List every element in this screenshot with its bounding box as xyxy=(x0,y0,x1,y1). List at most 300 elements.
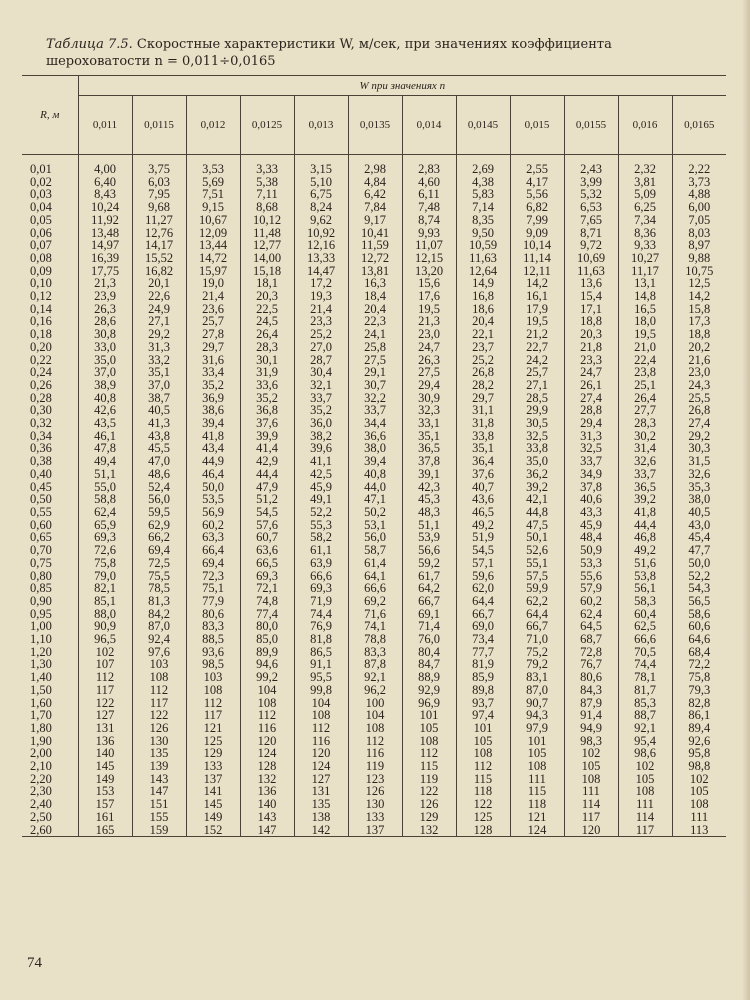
velocity-cell: 27,0 xyxy=(294,341,348,354)
velocity-cell: 108 xyxy=(132,671,186,684)
velocity-cell: 62,5 xyxy=(618,620,672,633)
velocity-cell: 2,98 xyxy=(348,155,402,176)
velocity-cell: 51,1 xyxy=(78,468,132,481)
radius-cell: 1,10 xyxy=(30,632,52,647)
velocity-cell: 2,22 xyxy=(672,155,726,176)
velocity-cell: 35,0 xyxy=(510,455,564,468)
velocity-cell: 137 xyxy=(186,773,240,786)
velocity-cell: 35,2 xyxy=(240,392,294,405)
table-row xyxy=(22,557,726,570)
velocity-cell: 66,7 xyxy=(456,608,510,621)
velocity-cell: 11,14 xyxy=(510,252,564,265)
velocity-cell: 53,1 xyxy=(348,519,402,532)
velocity-cell: 23,3 xyxy=(294,315,348,328)
velocity-cell: 63,3 xyxy=(186,531,240,544)
velocity-cell: 47,7 xyxy=(672,544,726,557)
velocity-cell: 50,2 xyxy=(348,506,402,519)
table-row xyxy=(22,798,726,811)
velocity-cell: 61,1 xyxy=(294,544,348,557)
velocity-cell: 69,3 xyxy=(78,531,132,544)
velocity-cell: 28,3 xyxy=(240,341,294,354)
radius-cell: 2,20 xyxy=(30,771,52,786)
velocity-cell: 9,50 xyxy=(456,227,510,240)
table-row xyxy=(22,595,726,608)
velocity-cell: 159 xyxy=(132,824,186,837)
velocity-cell: 36,4 xyxy=(456,455,510,468)
velocity-cell: 9,15 xyxy=(186,201,240,214)
velocity-cell: 32,5 xyxy=(564,442,618,455)
velocity-cell: 108 xyxy=(672,798,726,811)
velocity-cell: 105 xyxy=(402,722,456,735)
velocity-cell: 121 xyxy=(510,811,564,824)
velocity-cell: 3,53 xyxy=(186,155,240,176)
velocity-cell: 119 xyxy=(402,773,456,786)
velocity-cell: 32,5 xyxy=(510,430,564,443)
radius-cell: 1,80 xyxy=(30,720,52,735)
velocity-cell: 72,5 xyxy=(132,557,186,570)
velocity-cell: 10,41 xyxy=(348,227,402,240)
velocity-cell: 23,9 xyxy=(78,290,132,303)
velocity-cell: 47,0 xyxy=(132,455,186,468)
velocity-cell: 132 xyxy=(240,773,294,786)
velocity-cell: 7,95 xyxy=(132,188,186,201)
radius-cell: 0,01 xyxy=(30,162,52,176)
velocity-cell: 26,4 xyxy=(240,328,294,341)
velocity-cell: 145 xyxy=(78,760,132,773)
velocity-cell: 126 xyxy=(132,722,186,735)
velocity-cell: 15,4 xyxy=(564,290,618,303)
velocity-cell: 23,0 xyxy=(672,366,726,379)
velocity-cell: 40,5 xyxy=(132,404,186,417)
radius-cell: 1,90 xyxy=(30,733,52,748)
velocity-cell: 11,27 xyxy=(132,214,186,227)
velocity-cell: 60,6 xyxy=(672,620,726,633)
velocity-cell: 16,1 xyxy=(510,290,564,303)
velocity-cell: 81,3 xyxy=(132,595,186,608)
velocity-cell: 8,71 xyxy=(564,227,618,240)
velocity-cell: 35,1 xyxy=(402,430,456,443)
velocity-cell: 81,7 xyxy=(618,684,672,697)
velocity-cell: 123 xyxy=(348,773,402,786)
velocity-cell: 165 xyxy=(78,824,132,837)
radius-cell: 1,20 xyxy=(30,644,52,659)
velocity-cell: 39,2 xyxy=(618,493,672,506)
velocity-cell: 29,4 xyxy=(564,417,618,430)
velocity-cell: 94,3 xyxy=(510,709,564,722)
velocity-cell: 152 xyxy=(186,824,240,837)
velocity-cell: 36,2 xyxy=(510,468,564,481)
velocity-cell: 77,7 xyxy=(456,646,510,659)
velocity-cell: 51,2 xyxy=(240,493,294,506)
velocity-cell: 3,75 xyxy=(132,155,186,176)
velocity-cell: 7,48 xyxy=(402,201,456,214)
velocity-cell: 71,4 xyxy=(402,620,456,633)
velocity-cell: 53,3 xyxy=(564,557,618,570)
velocity-cell: 63,9 xyxy=(294,557,348,570)
velocity-cell: 127 xyxy=(294,773,348,786)
velocity-cell: 149 xyxy=(78,773,132,786)
velocity-cell: 107 xyxy=(78,658,132,671)
velocity-cell: 56,6 xyxy=(402,544,456,557)
velocity-cell: 21,2 xyxy=(510,328,564,341)
velocity-cell: 140 xyxy=(78,747,132,760)
velocity-cell: 13,33 xyxy=(294,252,348,265)
velocity-cell: 142 xyxy=(294,824,348,837)
velocity-cell: 33,2 xyxy=(132,354,186,367)
velocity-cell: 19,5 xyxy=(510,315,564,328)
velocity-cell: 112 xyxy=(78,671,132,684)
velocity-cell: 86,5 xyxy=(294,646,348,659)
n-header-cell: 0,013 xyxy=(294,96,348,155)
velocity-cell: 53,8 xyxy=(618,570,672,583)
velocity-cell: 121 xyxy=(186,722,240,735)
velocity-cell: 89,4 xyxy=(672,722,726,735)
velocity-cell: 66,5 xyxy=(240,557,294,570)
velocity-cell: 44,4 xyxy=(618,519,672,532)
velocity-cell: 108 xyxy=(348,722,402,735)
velocity-cell: 73,4 xyxy=(456,633,510,646)
velocity-cell: 9,68 xyxy=(132,201,186,214)
velocity-cell: 8,43 xyxy=(78,188,132,201)
velocity-cell: 23,7 xyxy=(456,341,510,354)
radius-cell: 0,38 xyxy=(30,454,52,469)
velocity-cell: 6,00 xyxy=(672,201,726,214)
velocity-cell: 31,3 xyxy=(564,430,618,443)
table-row xyxy=(22,811,726,824)
velocity-cell: 32,6 xyxy=(618,455,672,468)
velocity-cell: 96,9 xyxy=(402,697,456,710)
velocity-cell: 77,9 xyxy=(186,595,240,608)
velocity-cell: 29,9 xyxy=(510,404,564,417)
velocity-cell: 112 xyxy=(456,760,510,773)
velocity-cell: 131 xyxy=(294,785,348,798)
velocity-cell: 33,7 xyxy=(564,455,618,468)
radius-cell: 0,50 xyxy=(30,492,52,507)
velocity-cell: 114 xyxy=(618,811,672,824)
velocity-cell: 33,7 xyxy=(618,468,672,481)
velocity-cell: 60,7 xyxy=(240,531,294,544)
table-header-row-1 xyxy=(22,76,726,96)
radius-cell: 0,75 xyxy=(30,555,52,570)
velocity-cell: 49,4 xyxy=(78,455,132,468)
velocity-cell: 117 xyxy=(186,709,240,722)
radius-cell: 0,08 xyxy=(30,250,52,265)
velocity-cell: 58,6 xyxy=(672,608,726,621)
n-header-cell: 0,015 xyxy=(510,96,564,155)
velocity-cell: 137 xyxy=(348,824,402,837)
velocity-cell: 23,8 xyxy=(618,366,672,379)
velocity-cell: 26,8 xyxy=(456,366,510,379)
velocity-cell: 31,9 xyxy=(240,366,294,379)
velocity-cell: 11,59 xyxy=(348,239,402,252)
velocity-cell: 22,1 xyxy=(456,328,510,341)
radius-cell: 0,70 xyxy=(30,543,52,558)
velocity-cell: 116 xyxy=(348,747,402,760)
velocity-cell: 80,4 xyxy=(402,646,456,659)
velocity-cell: 85,3 xyxy=(618,697,672,710)
velocity-cell: 122 xyxy=(132,709,186,722)
velocity-cell: 37,6 xyxy=(240,417,294,430)
radius-cell: 0,55 xyxy=(30,504,52,519)
velocity-cell: 60,2 xyxy=(564,595,618,608)
velocity-cell: 104 xyxy=(240,684,294,697)
velocity-cell: 122 xyxy=(456,798,510,811)
velocity-cell: 70,5 xyxy=(618,646,672,659)
velocity-cell: 45,5 xyxy=(132,442,186,455)
table-row xyxy=(22,328,726,341)
velocity-cell: 92,6 xyxy=(672,735,726,748)
velocity-cell: 42,6 xyxy=(78,404,132,417)
velocity-cell: 35,1 xyxy=(456,442,510,455)
velocity-cell: 117 xyxy=(618,824,672,837)
velocity-cell: 56,9 xyxy=(186,506,240,519)
velocity-cell: 112 xyxy=(186,697,240,710)
velocity-cell: 64,4 xyxy=(456,595,510,608)
velocity-cell: 155 xyxy=(132,811,186,824)
velocity-cell: 115 xyxy=(456,773,510,786)
table-row xyxy=(22,824,726,837)
velocity-cell: 8,24 xyxy=(294,201,348,214)
velocity-cell: 104 xyxy=(348,709,402,722)
velocity-cell: 29,2 xyxy=(132,328,186,341)
velocity-cell: 141 xyxy=(186,785,240,798)
velocity-cell: 17,3 xyxy=(672,315,726,328)
velocity-cell: 72,8 xyxy=(564,646,618,659)
velocity-cell: 20,2 xyxy=(672,341,726,354)
velocity-cell: 59,6 xyxy=(456,570,510,583)
velocity-cell: 37,0 xyxy=(132,379,186,392)
velocity-cell: 108 xyxy=(294,709,348,722)
radius-cell: 0,12 xyxy=(30,289,52,304)
velocity-cell: 6,25 xyxy=(618,201,672,214)
velocity-cell: 136 xyxy=(240,785,294,798)
radius-cell: 0,14 xyxy=(30,301,52,316)
velocity-cell: 6,42 xyxy=(348,188,402,201)
radius-cell: 0,60 xyxy=(30,517,52,532)
velocity-cell: 99,8 xyxy=(294,684,348,697)
velocity-cell: 69,4 xyxy=(186,557,240,570)
table-row xyxy=(22,417,726,430)
velocity-cell: 120 xyxy=(294,747,348,760)
velocity-cell: 35,2 xyxy=(294,404,348,417)
velocity-cell: 86,1 xyxy=(672,709,726,722)
velocity-cell: 92,4 xyxy=(132,633,186,646)
velocity-cell: 20,4 xyxy=(348,303,402,316)
velocity-cell: 63,6 xyxy=(240,544,294,557)
velocity-cell: 15,97 xyxy=(186,265,240,278)
velocity-cell: 21,6 xyxy=(672,354,726,367)
velocity-cell: 125 xyxy=(186,735,240,748)
velocity-cell: 10,59 xyxy=(456,239,510,252)
velocity-cell: 69,1 xyxy=(402,608,456,621)
velocity-cell: 37,6 xyxy=(456,468,510,481)
radius-cell: 0,22 xyxy=(30,352,52,367)
velocity-cell: 87,0 xyxy=(132,620,186,633)
velocity-cell: 45,3 xyxy=(402,493,456,506)
velocity-cell: 62,0 xyxy=(456,582,510,595)
velocity-cell: 87,9 xyxy=(564,697,618,710)
velocity-cell: 8,68 xyxy=(240,201,294,214)
velocity-cell: 19,5 xyxy=(402,303,456,316)
radius-cell: 2,10 xyxy=(30,759,52,774)
velocity-cell: 23,0 xyxy=(402,328,456,341)
table-row xyxy=(22,671,726,684)
velocity-cell: 39,4 xyxy=(348,455,402,468)
velocity-cell: 3,81 xyxy=(618,176,672,189)
velocity-cell: 57,5 xyxy=(510,570,564,583)
velocity-cell: 9,33 xyxy=(618,239,672,252)
table-row xyxy=(22,582,726,595)
velocity-cell: 153 xyxy=(78,785,132,798)
velocity-cell: 60,2 xyxy=(186,519,240,532)
velocity-cell: 64,4 xyxy=(510,608,564,621)
velocity-cell: 14,47 xyxy=(294,265,348,278)
velocity-cell: 62,2 xyxy=(510,595,564,608)
velocity-cell: 41,4 xyxy=(240,442,294,455)
velocity-cell: 82,8 xyxy=(672,697,726,710)
velocity-cell: 43,6 xyxy=(456,493,510,506)
velocity-cell: 44,4 xyxy=(240,468,294,481)
velocity-cell: 26,3 xyxy=(78,303,132,316)
velocity-cell: 149 xyxy=(186,811,240,824)
table-row xyxy=(22,506,726,519)
velocity-cell: 26,3 xyxy=(402,354,456,367)
radius-cell: 0,80 xyxy=(30,568,52,583)
velocity-cell: 33,8 xyxy=(510,442,564,455)
velocity-cell: 48,3 xyxy=(402,506,456,519)
velocity-cell: 28,3 xyxy=(618,417,672,430)
velocity-cell: 31,3 xyxy=(132,341,186,354)
velocity-cell: 13,48 xyxy=(78,227,132,240)
velocity-cell: 47,9 xyxy=(240,481,294,494)
velocity-cell: 61,4 xyxy=(348,557,402,570)
velocity-cell: 104 xyxy=(294,697,348,710)
radius-cell: 2,60 xyxy=(22,824,78,837)
velocity-cell: 140 xyxy=(240,798,294,811)
velocity-cell: 9,17 xyxy=(348,214,402,227)
velocity-cell: 61,7 xyxy=(402,570,456,583)
velocity-cell: 79,2 xyxy=(510,658,564,671)
velocity-cell: 129 xyxy=(186,747,240,760)
velocity-cell: 26,8 xyxy=(672,404,726,417)
velocity-cell: 93,7 xyxy=(456,697,510,710)
velocity-cell: 14,00 xyxy=(240,252,294,265)
velocity-cell: 58,2 xyxy=(294,531,348,544)
n-header-cell: 0,0145 xyxy=(456,96,510,155)
velocity-cell: 28,7 xyxy=(294,354,348,367)
velocity-cell: 83,1 xyxy=(510,671,564,684)
velocity-cell: 54,3 xyxy=(672,582,726,595)
velocity-cell: 51,1 xyxy=(402,519,456,532)
velocity-cell: 29,4 xyxy=(402,379,456,392)
velocity-cell: 23,3 xyxy=(564,354,618,367)
velocity-cell: 145 xyxy=(186,798,240,811)
velocity-cell: 56,1 xyxy=(618,582,672,595)
velocity-cell: 76,0 xyxy=(402,633,456,646)
velocity-cell: 22,6 xyxy=(132,290,186,303)
velocity-cell: 27,4 xyxy=(672,417,726,430)
velocity-cell: 133 xyxy=(186,760,240,773)
velocity-cell: 125 xyxy=(456,811,510,824)
velocity-cell: 65,9 xyxy=(78,519,132,532)
table-row xyxy=(22,722,726,735)
velocity-cell: 35,3 xyxy=(672,481,726,494)
velocity-cell: 88,0 xyxy=(78,608,132,621)
velocity-cell: 92,1 xyxy=(618,722,672,735)
velocity-cell: 79,3 xyxy=(672,684,726,697)
velocity-cell: 84,3 xyxy=(564,684,618,697)
velocity-cell: 98,5 xyxy=(186,658,240,671)
velocity-cell: 12,72 xyxy=(348,252,402,265)
velocity-cell: 118 xyxy=(456,785,510,798)
velocity-cell: 4,84 xyxy=(348,176,402,189)
velocity-cell: 5,83 xyxy=(456,188,510,201)
table-row xyxy=(22,633,726,646)
velocity-cell: 41,8 xyxy=(618,506,672,519)
velocity-cell: 124 xyxy=(510,824,564,837)
velocity-cell: 30,7 xyxy=(348,379,402,392)
velocity-cell: 33,0 xyxy=(78,341,132,354)
velocity-cell: 54,5 xyxy=(456,544,510,557)
velocity-cell: 90,7 xyxy=(510,697,564,710)
velocity-cell: 30,5 xyxy=(510,417,564,430)
velocity-cell: 29,1 xyxy=(348,366,402,379)
velocity-cell: 3,73 xyxy=(672,176,726,189)
velocity-cell: 56,0 xyxy=(132,493,186,506)
velocity-cell: 17,6 xyxy=(402,290,456,303)
velocity-cell: 87,8 xyxy=(348,658,402,671)
velocity-cell: 36,9 xyxy=(186,392,240,405)
velocity-cell: 64,1 xyxy=(348,570,402,583)
velocity-cell: 42,5 xyxy=(294,468,348,481)
velocity-cell: 120 xyxy=(564,824,618,837)
velocity-cell: 7,99 xyxy=(510,214,564,227)
velocity-cell: 2,55 xyxy=(510,155,564,176)
velocity-cell: 32,1 xyxy=(294,379,348,392)
velocity-cell: 57,6 xyxy=(240,519,294,532)
radius-cell: 1,30 xyxy=(30,657,52,672)
velocity-cell: 13,1 xyxy=(618,277,672,290)
velocity-cell: 11,92 xyxy=(78,214,132,227)
velocity-cell: 11,07 xyxy=(402,239,456,252)
velocity-cell: 76,7 xyxy=(564,658,618,671)
radius-cell: 1,60 xyxy=(30,695,52,710)
velocity-cell: 51,6 xyxy=(618,557,672,570)
velocity-cell: 14,17 xyxy=(132,239,186,252)
velocity-cell: 22,5 xyxy=(240,303,294,316)
velocity-cell: 10,69 xyxy=(564,252,618,265)
velocity-cell: 32,6 xyxy=(672,468,726,481)
velocity-cell: 13,44 xyxy=(186,239,240,252)
velocity-cell: 80,0 xyxy=(240,620,294,633)
table-row xyxy=(22,684,726,697)
velocity-cell: 38,2 xyxy=(294,430,348,443)
velocity-cell: 84,2 xyxy=(132,608,186,621)
velocity-cell: 96,5 xyxy=(78,633,132,646)
velocity-cell: 128 xyxy=(240,760,294,773)
radius-cell: 1,40 xyxy=(30,670,52,685)
velocity-cell: 84,7 xyxy=(402,658,456,671)
velocity-cell: 59,9 xyxy=(510,582,564,595)
velocity-cell: 15,6 xyxy=(402,277,456,290)
velocity-cell: 26,4 xyxy=(618,392,672,405)
n-header-cell: 0,0135 xyxy=(348,96,402,155)
table-caption xyxy=(46,36,726,70)
radius-cell: 0,02 xyxy=(30,174,52,189)
velocity-cell: 92,9 xyxy=(402,684,456,697)
velocity-cell: 105 xyxy=(510,747,564,760)
velocity-cell: 43,0 xyxy=(672,519,726,532)
